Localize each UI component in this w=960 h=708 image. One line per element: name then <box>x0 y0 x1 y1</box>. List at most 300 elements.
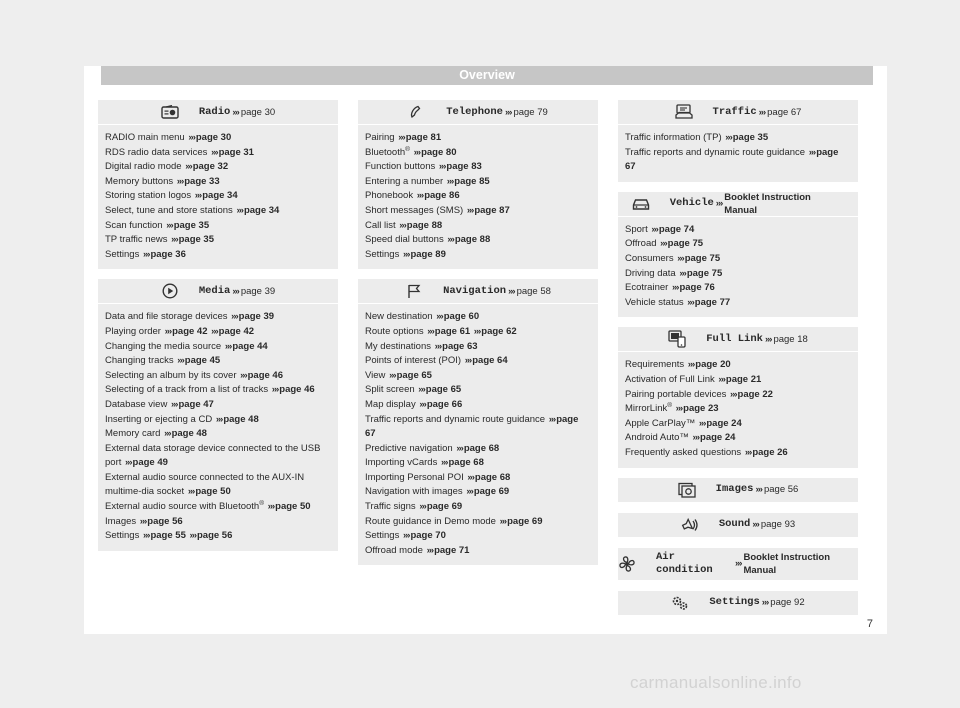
page-reference-link[interactable] <box>729 389 773 400</box>
entry-line <box>625 388 851 403</box>
page-reference-text: page 62 <box>481 325 517 337</box>
section-header <box>98 279 338 304</box>
page-reference-link[interactable] <box>176 355 220 366</box>
section-page-ref[interactable]: page 39 <box>240 285 276 297</box>
arrow-glyph: ››› <box>194 190 202 202</box>
entry-text: Pairing portable devices <box>625 388 730 400</box>
page-reference-link[interactable] <box>440 457 484 468</box>
entry-line <box>625 223 851 238</box>
arrow-glyph: ››› <box>142 248 150 260</box>
page-reference-link[interactable] <box>692 432 736 443</box>
section-name: Navigation <box>443 284 507 297</box>
entry-text: Selecting of a track from a list of tracks <box>105 384 271 396</box>
entry-line <box>105 515 331 530</box>
entry-line <box>105 500 331 515</box>
entry-text: Predictive navigation <box>365 442 456 454</box>
page-reference-text: page 34 <box>243 204 280 216</box>
entry-text: Importing vCards <box>365 457 440 469</box>
arrow-glyph: ››› <box>267 501 275 513</box>
page-reference-text: page 61 <box>434 325 471 337</box>
page-reference-link[interactable] <box>187 132 231 143</box>
page-reference-link[interactable] <box>426 545 470 556</box>
entry-text: Activation of Full Link <box>625 373 718 385</box>
entry-text: Playing order <box>105 325 164 337</box>
page-reference-text: page 30 <box>195 132 232 143</box>
page-reference-text: page 76 <box>679 282 715 294</box>
entry-line <box>105 219 331 234</box>
entry-text: Traffic reports and dynamic route guidance <box>365 413 548 425</box>
page-reference-link[interactable] <box>388 370 432 381</box>
page-reference-link[interactable] <box>417 384 461 395</box>
arrow-glyph: ››› <box>164 325 172 337</box>
arrow-glyph: ››› <box>389 369 396 381</box>
arrow-glyph: ››› <box>164 428 171 440</box>
entry-text: Sport <box>625 223 651 235</box>
entry-line <box>625 237 851 252</box>
entry-line <box>365 442 591 457</box>
page-reference-link[interactable] <box>678 268 722 279</box>
arrow-glyph: ››› <box>139 515 147 527</box>
page-reference-text: page 65 <box>425 384 462 396</box>
page-reference-link[interactable] <box>455 443 499 454</box>
page-reference-text: page 87 <box>474 204 510 216</box>
phone-icon <box>408 104 426 120</box>
entry-text: Inserting or ejecting a CD <box>105 413 215 425</box>
page-reference-link[interactable] <box>139 516 183 527</box>
page-reference-text: page 21 <box>725 373 762 385</box>
page-reference-link[interactable] <box>671 282 715 293</box>
arrow-glyph: ››› <box>464 355 472 367</box>
entry-text: Navigation with images <box>365 486 466 498</box>
section-header <box>98 100 338 125</box>
entry-line <box>365 515 591 530</box>
page-reference-text: page 74 <box>658 223 695 235</box>
section-page-ref[interactable]: page 58 <box>516 285 551 297</box>
entry-line <box>105 204 331 219</box>
page-reference-text: page 68 <box>448 457 484 469</box>
page-reference-link[interactable] <box>464 355 508 366</box>
arrow-glyph: ››› <box>677 252 684 264</box>
arrow-glyph: ››› <box>679 267 686 279</box>
page-reference-text: page 56 <box>197 530 233 542</box>
page-reference-link[interactable] <box>165 220 209 231</box>
page-reference-link[interactable] <box>724 132 768 143</box>
column-middle <box>358 100 598 575</box>
entry-text: Call list <box>365 219 399 231</box>
page-reference-link[interactable] <box>176 176 220 187</box>
section-page-ref[interactable]: page 92 <box>770 597 805 608</box>
entry-text: Changing the media source <box>105 340 224 352</box>
section-media <box>98 279 338 551</box>
section-page-ref[interactable]: page 30 <box>240 106 276 118</box>
entry-line <box>105 160 331 175</box>
page-reference-link[interactable] <box>434 341 478 352</box>
entry-text: External audio source with Bluetooth <box>105 501 260 513</box>
entry-line <box>105 340 331 355</box>
play-icon <box>161 283 179 299</box>
section-page-ref[interactable]: Booklet Instruction Manual <box>724 191 811 216</box>
page-reference-text: page 86 <box>424 190 460 202</box>
arrow-glyph: ››› <box>718 373 725 385</box>
entry-line <box>365 413 591 442</box>
entry-text: RDS radio data services <box>105 146 211 158</box>
page-reference-link[interactable] <box>163 428 207 439</box>
page-reference-text: page 49 <box>132 457 168 469</box>
page-reference-link[interactable] <box>267 501 311 512</box>
page-reference-link[interactable] <box>659 238 703 249</box>
arrow-glyph: ››› <box>466 486 473 498</box>
section-entries <box>618 217 858 318</box>
page-reference-link[interactable] <box>215 414 259 425</box>
arrow-glyph: ››› <box>419 398 426 410</box>
page-reference-text: page 22 <box>737 388 773 400</box>
page-reference-text: page 63 <box>442 340 478 352</box>
arrow-glyph: ››› <box>426 544 434 556</box>
section-title <box>706 333 808 346</box>
fan-icon <box>618 556 636 572</box>
page-reference-link[interactable] <box>687 359 731 370</box>
page-reference-text: page 50 <box>195 486 231 498</box>
registered-mark: ® <box>259 500 265 508</box>
page-reference-text: page 56 <box>147 515 183 527</box>
entry-line <box>365 369 591 384</box>
entry-line <box>365 325 591 340</box>
entry-line <box>625 446 851 461</box>
section-entries <box>618 125 858 182</box>
arrow-glyph: ››› <box>211 325 218 337</box>
arrow-glyph: ››› <box>224 340 232 352</box>
page-reference-link[interactable] <box>416 190 460 201</box>
page-reference-link[interactable] <box>446 234 490 245</box>
arrow-glyph: ››› <box>675 403 683 415</box>
page-reference-text: page 35 <box>732 132 769 143</box>
entry-text: Apple CarPlay™ <box>625 417 698 429</box>
entry-text: Changing tracks <box>105 355 177 367</box>
entry-line <box>625 146 851 175</box>
page-reference-link[interactable] <box>239 370 283 381</box>
entry-text: Memory buttons <box>105 175 176 187</box>
page-reference-text: page 67 <box>365 413 579 440</box>
entry-line <box>365 529 591 544</box>
arrow-glyph: ››› <box>232 285 239 297</box>
section-page-ref[interactable]: page 93 <box>760 519 796 530</box>
section-title <box>656 551 858 577</box>
entry-text: Entering a number <box>365 175 446 187</box>
arrow-glyph: ››› <box>419 501 426 513</box>
page-reference-link[interactable] <box>426 326 470 337</box>
section-sound <box>618 513 858 538</box>
page-reference-link[interactable] <box>418 399 462 410</box>
arrow-glyph: ››› <box>187 486 195 498</box>
page-reference-link[interactable] <box>170 399 214 410</box>
section-entries <box>98 304 338 551</box>
section-page-ref[interactable]: Booklet Instruction Manual <box>743 551 831 576</box>
registered-mark: ® <box>405 145 410 153</box>
arrow-glyph: ››› <box>761 597 769 608</box>
arrow-glyph: ››› <box>440 457 448 469</box>
entry-line <box>365 544 591 559</box>
page-reference-link[interactable] <box>124 457 168 468</box>
entry-line <box>365 310 591 325</box>
entry-line <box>625 358 851 373</box>
page-reference-link[interactable] <box>170 234 214 245</box>
arrow-glyph: ››› <box>402 248 410 260</box>
page-reference-link[interactable] <box>224 341 268 352</box>
arrow-glyph: ››› <box>427 325 434 337</box>
entry-line <box>365 248 591 263</box>
page-reference-link[interactable] <box>418 501 462 512</box>
entry-text: Map display <box>365 398 419 410</box>
arrow-glyph: ››› <box>236 204 243 216</box>
column-left <box>98 100 338 561</box>
entry-text: Speed dial buttons <box>365 234 447 246</box>
section-name: Images <box>715 483 754 495</box>
page-reference-text: page 39 <box>238 311 275 323</box>
page-reference-text: page 83 <box>446 161 482 173</box>
entry-text: Short messages (SMS) <box>365 204 466 216</box>
section-page-ref[interactable]: page 67 <box>767 106 802 118</box>
page-reference-text: page 35 <box>173 219 210 231</box>
page-reference-text: page 20 <box>695 359 731 371</box>
section-page-ref[interactable]: page 56 <box>763 484 799 495</box>
entry-line <box>105 413 331 428</box>
page-reference-link[interactable] <box>676 253 720 264</box>
page-reference-link[interactable] <box>465 486 509 497</box>
entry-line <box>365 340 591 355</box>
page-reference-text: page 42 <box>172 325 208 337</box>
car-icon <box>632 196 650 212</box>
section-entries <box>358 125 598 269</box>
page-reference-text: page 80 <box>421 146 457 158</box>
image-icon <box>678 482 696 498</box>
page-reference-link[interactable] <box>397 132 441 143</box>
page-reference-link[interactable] <box>446 176 490 187</box>
column-right <box>618 100 858 626</box>
entry-line <box>105 248 331 263</box>
arrow-glyph: ››› <box>413 146 421 158</box>
arrow-glyph: ››› <box>467 471 474 483</box>
page-reference-link[interactable] <box>187 486 231 497</box>
section-name: Air condition <box>656 550 713 576</box>
entry-text: Function buttons <box>365 161 438 173</box>
arrow-glyph: ››› <box>456 442 463 454</box>
entry-text: Scan function <box>105 219 166 231</box>
entry-text: New destination <box>365 311 436 323</box>
entry-text: Importing Personal POI <box>365 471 467 483</box>
entry-text: View <box>365 369 389 381</box>
page-reference-link[interactable] <box>184 161 228 172</box>
entry-line <box>365 485 591 500</box>
section-header <box>618 192 858 217</box>
page-reference-link[interactable] <box>210 326 254 337</box>
section-header <box>618 513 858 538</box>
section-traffic <box>618 100 858 182</box>
page-reference-link[interactable] <box>230 311 274 322</box>
entry-line <box>105 146 331 161</box>
entry-line <box>365 175 591 190</box>
page-reference-link[interactable] <box>402 530 446 541</box>
arrow-glyph: ››› <box>755 484 762 495</box>
section-header <box>618 100 858 125</box>
entry-line <box>365 146 591 161</box>
section-name: Telephone <box>446 105 503 118</box>
entry-line <box>105 471 331 500</box>
arrow-glyph: ››› <box>651 223 658 235</box>
arrow-glyph: ››› <box>473 325 481 337</box>
page-reference-link[interactable] <box>402 249 446 260</box>
section-title <box>443 285 551 298</box>
page-reference-link[interactable] <box>698 418 742 429</box>
arrow-glyph: ››› <box>434 340 442 352</box>
entry-text: Consumers <box>625 252 677 264</box>
arrow-glyph: ››› <box>715 198 723 210</box>
entry-text: Settings <box>365 530 402 542</box>
page-reference-link[interactable] <box>142 530 186 541</box>
arrow-glyph: ››› <box>240 369 247 381</box>
sound-icon <box>681 517 699 533</box>
arrow-glyph: ››› <box>808 146 816 158</box>
entry-line <box>365 456 591 471</box>
entry-text: Android Auto™ <box>625 432 692 444</box>
page-reference-text: page 46 <box>279 384 315 396</box>
entry-text: Traffic signs <box>365 501 419 513</box>
entry-line <box>105 310 331 325</box>
page-reference-link[interactable] <box>675 403 719 414</box>
watermark: carmanualsonline.info <box>630 673 802 692</box>
manual-page <box>84 66 887 634</box>
page-reference-text: page 47 <box>178 398 214 410</box>
entry-line <box>365 233 591 248</box>
page-reference-link[interactable] <box>142 249 186 260</box>
arrow-glyph: ››› <box>687 359 695 371</box>
entry-line <box>105 427 331 442</box>
page-reference-link[interactable] <box>438 161 482 172</box>
page-reference-link[interactable] <box>210 147 254 158</box>
page-reference-text: page 85 <box>454 175 490 187</box>
section-header <box>618 327 858 352</box>
section-vehicle <box>618 192 858 318</box>
page-number: 7 <box>866 618 873 630</box>
page-reference-text: page 55 <box>150 530 186 542</box>
page-reference-link[interactable] <box>164 326 208 337</box>
gears-icon <box>671 595 689 611</box>
arrow-glyph: ››› <box>692 432 700 444</box>
page-reference-link[interactable] <box>686 297 730 308</box>
page-reference-link[interactable] <box>466 472 510 483</box>
entry-text: Route options <box>365 325 427 337</box>
section-header <box>358 100 598 125</box>
entry-line <box>105 189 331 204</box>
page-reference-link[interactable] <box>271 384 315 395</box>
entry-text: Memory card <box>105 428 164 440</box>
arrow-glyph: ››› <box>730 388 737 400</box>
entry-text: Offroad mode <box>365 544 426 556</box>
page-reference-text: page 45 <box>184 355 221 367</box>
section-name: Sound <box>718 518 751 530</box>
page-header: Overview <box>101 66 873 85</box>
entry-text: Pairing <box>365 132 398 143</box>
entry-text: Split screen <box>365 384 418 396</box>
page-reference-text: page 24 <box>700 432 736 444</box>
section-header <box>358 279 598 304</box>
page-reference-text: page 46 <box>247 369 284 381</box>
page-reference-text: page 36 <box>150 248 186 260</box>
page-reference-text: page 77 <box>694 296 731 308</box>
entry-line <box>105 383 331 398</box>
page-reference-link[interactable] <box>435 311 479 322</box>
page-reference-link[interactable] <box>398 220 442 231</box>
section-page-ref[interactable]: page 79 <box>513 106 548 118</box>
entry-line <box>625 296 851 311</box>
page-reference-text: page 50 <box>275 501 311 513</box>
section-header <box>618 591 858 616</box>
arrow-glyph: ››› <box>499 515 507 527</box>
entry-text: Traffic information (TP) <box>625 132 725 143</box>
section-navigation <box>358 279 598 565</box>
arrow-glyph: ››› <box>125 457 132 469</box>
page-reference-text: page 69 <box>473 486 510 498</box>
page-reference-link[interactable] <box>717 374 761 385</box>
entry-line <box>105 529 331 544</box>
section-images <box>618 478 858 503</box>
entry-line <box>625 267 851 282</box>
entry-line <box>365 398 591 413</box>
page-reference-link[interactable] <box>466 205 510 216</box>
arrow-glyph: ››› <box>764 333 772 345</box>
arrow-glyph: ››› <box>215 413 223 425</box>
arrow-glyph: ››› <box>142 530 150 542</box>
section-aircondition <box>618 548 858 581</box>
page-reference-link[interactable] <box>744 447 788 458</box>
arrow-glyph: ››› <box>698 417 706 429</box>
section-title <box>713 106 802 119</box>
section-name: Vehicle <box>669 197 714 210</box>
arrow-glyph: ››› <box>418 384 425 396</box>
entry-line <box>105 354 331 369</box>
entry-line <box>105 175 331 190</box>
arrow-glyph: ››› <box>188 132 195 143</box>
entry-line <box>365 354 591 369</box>
page-reference-link[interactable] <box>189 530 233 541</box>
section-page-ref[interactable]: page 18 <box>773 333 808 345</box>
arrow-glyph: ››› <box>171 234 178 246</box>
page-reference-link[interactable] <box>194 190 238 201</box>
page-reference-text: page 65 <box>396 369 432 381</box>
entry-text: MirrorLink <box>625 403 668 415</box>
page-reference-link[interactable] <box>650 224 694 235</box>
page-reference-link[interactable] <box>499 516 543 527</box>
entry-text: Requirements <box>625 359 687 371</box>
section-title <box>670 191 845 217</box>
entry-line <box>105 369 331 384</box>
section-fulllink <box>618 327 858 467</box>
page-reference-link[interactable] <box>473 326 517 337</box>
entry-text: TP traffic news <box>105 234 171 246</box>
arrow-glyph: ››› <box>744 446 752 458</box>
entry-line <box>105 398 331 413</box>
page-reference-link[interactable] <box>413 147 457 158</box>
page-reference-text: page 67 <box>625 146 839 173</box>
entry-text: Database view <box>105 398 170 410</box>
registered-mark: ® <box>667 402 673 410</box>
section-title <box>719 518 795 531</box>
entry-line <box>365 383 591 398</box>
page-reference-text: page 88 <box>454 234 491 246</box>
section-entries <box>618 352 858 467</box>
page-reference-link[interactable] <box>235 205 279 216</box>
page-reference-text: page 75 <box>686 267 723 279</box>
page-reference-text: page 32 <box>192 161 229 173</box>
